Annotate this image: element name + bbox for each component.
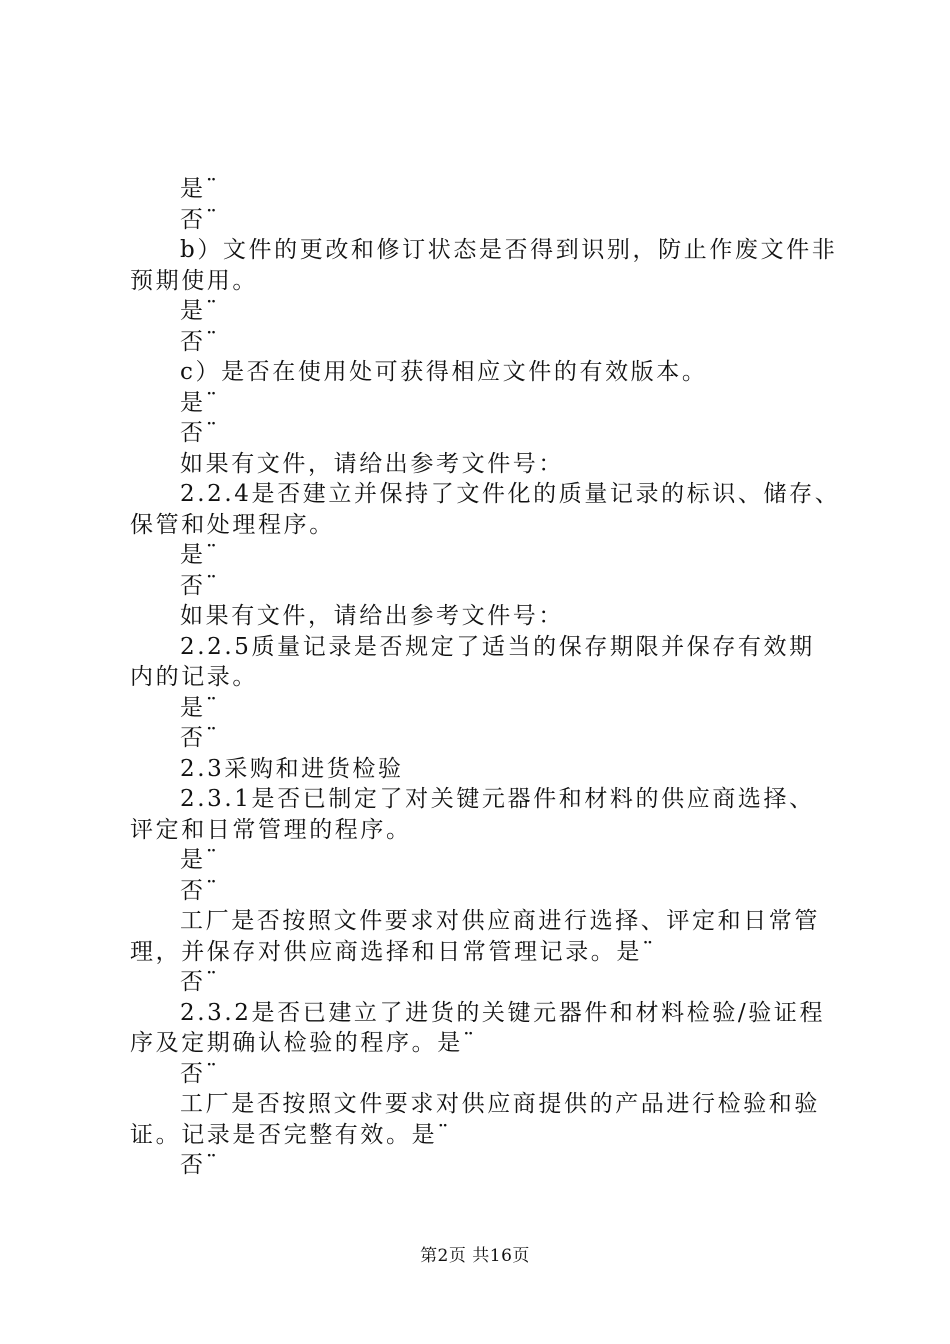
text-line: 是¨ (180, 389, 220, 416)
text-line: 评定和日常管理的程序。 (130, 816, 412, 843)
text-line: 是¨ (180, 298, 220, 324)
text-line: 2.2.4是否建立并保持了文件化的质量记录的标识、储存、 (180, 481, 841, 507)
text-line: 2.2.5质量记录是否规定了适当的保存期限并保存有效期 (180, 633, 815, 660)
text-line: 否¨ (180, 725, 220, 751)
text-line: 如果有文件，请给出参考文件号： (180, 450, 564, 477)
text-line: 2.3采购和进货检验 (180, 755, 404, 782)
text-line: 是¨ (180, 542, 220, 568)
text-line: 否¨ (180, 969, 220, 995)
text-line: 工厂是否按照文件要求对供应商进行选择、评定和日常管 (180, 908, 820, 934)
text-line: 否¨ (180, 420, 220, 446)
text-line: 证。记录是否完整有效。是¨ (130, 1121, 452, 1148)
text-line: 否¨ (180, 206, 220, 233)
text-line: 工厂是否按照文件要求对供应商提供的产品进行检验和验 (180, 1091, 820, 1117)
text-line: 否¨ (180, 1060, 220, 1087)
text-line: 否¨ (180, 1152, 220, 1178)
text-line: 是¨ (180, 847, 220, 873)
text-line: 保管和处理程序。 (130, 511, 335, 538)
text-line: b）文件的更改和修订状态是否得到识别，防止作废文件非 (180, 237, 838, 263)
document-body (130, 174, 841, 1181)
text-line: 序及定期确认检验的程序。是¨ (130, 1030, 477, 1056)
text-line: c）是否在使用处可获得相应文件的有效版本。 (180, 359, 708, 385)
text-line: 是¨ (180, 176, 220, 202)
text-line: 如果有文件，请给出参考文件号： (180, 603, 564, 629)
text-line: 否¨ (180, 328, 220, 355)
text-line: 预期使用。 (130, 267, 258, 294)
text-line: 否¨ (180, 877, 220, 904)
text-line: 2.3.2是否已建立了进货的关键元器件和材料检验/验证程 (180, 999, 826, 1026)
text-line: 2.3.1是否已制定了对关键元器件和材料的供应商选择、 (180, 786, 815, 812)
page-footer: 第2页 共16页 (420, 1246, 530, 1266)
text-line: 内的记录。 (130, 664, 258, 690)
text-line: 理，并保存对供应商选择和日常管理记录。是¨ (130, 938, 657, 965)
text-line: 否¨ (180, 572, 220, 599)
text-line: 是¨ (180, 694, 220, 721)
